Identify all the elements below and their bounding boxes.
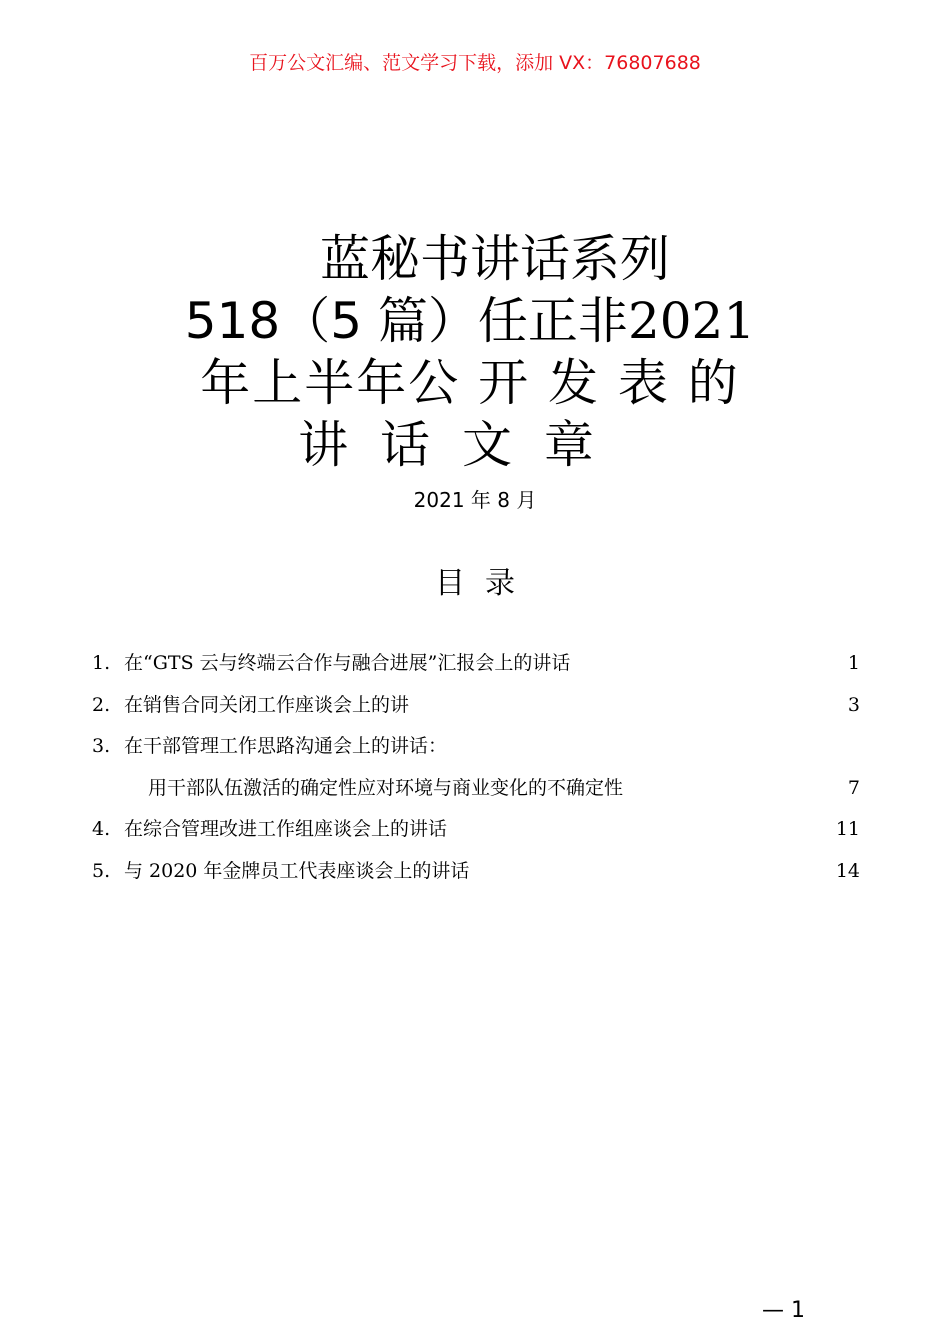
- toc-item-text: 在综合管理改进工作组座谈会上的讲话: [124, 818, 448, 840]
- toc-heading: 目录: [435, 566, 535, 601]
- toc-item-text: 用干部队伍激活的确定性应对环境与商业变化的不确定性: [148, 776, 624, 799]
- toc-item-3-subtitle[interactable]: [92, 770, 860, 812]
- toc-item-text: 在“GTS 云与终端云合作与融合进展”汇报会上的讲话: [124, 652, 571, 674]
- title-line-2-main: 518（5 篇）任正非: [184, 292, 628, 350]
- title-line-3: 年上半年公 开 发 表 的: [200, 354, 740, 412]
- toc-item-number: 5.: [92, 859, 111, 882]
- table-of-contents: [92, 645, 860, 894]
- page-number: — 1: [762, 1298, 805, 1323]
- toc-item-page: 11: [835, 818, 860, 840]
- title-line-2: [140, 290, 800, 352]
- toc-item-text: 在干部管理工作思路沟通会上的讲话：: [124, 735, 448, 757]
- toc-item-page: 14: [835, 859, 860, 882]
- toc-item-text: 在销售合同关闭工作座谈会上的讲: [124, 693, 410, 716]
- toc-item-2[interactable]: [92, 687, 860, 729]
- header-banner: 百万公文汇编、范文学习下载，添加 VX：76807688: [249, 52, 701, 74]
- toc-item-5[interactable]: [92, 853, 860, 895]
- toc-item-page: 7: [847, 776, 860, 799]
- toc-item-number: 3.: [92, 735, 111, 757]
- toc-item-4[interactable]: [92, 811, 860, 853]
- title-line-4: 讲 话 文 章: [298, 416, 602, 474]
- toc-item-page: 3: [847, 693, 860, 716]
- title-line-2-year: 2021: [627, 292, 756, 350]
- toc-item-number: 2.: [92, 693, 111, 716]
- toc-item-number: 1.: [92, 652, 111, 674]
- toc-item-number: 4.: [92, 818, 111, 840]
- document-date: 2021 年 8 月: [413, 488, 537, 512]
- toc-item-text: 与 2020 年金牌员工代表座谈会上的讲话: [124, 859, 470, 882]
- toc-item-3[interactable]: [92, 728, 860, 770]
- document-title: [140, 228, 800, 476]
- toc-item-page: 1: [847, 652, 860, 674]
- toc-item-1[interactable]: [92, 645, 860, 687]
- title-line-1: 蓝秘书讲话系列: [320, 230, 670, 288]
